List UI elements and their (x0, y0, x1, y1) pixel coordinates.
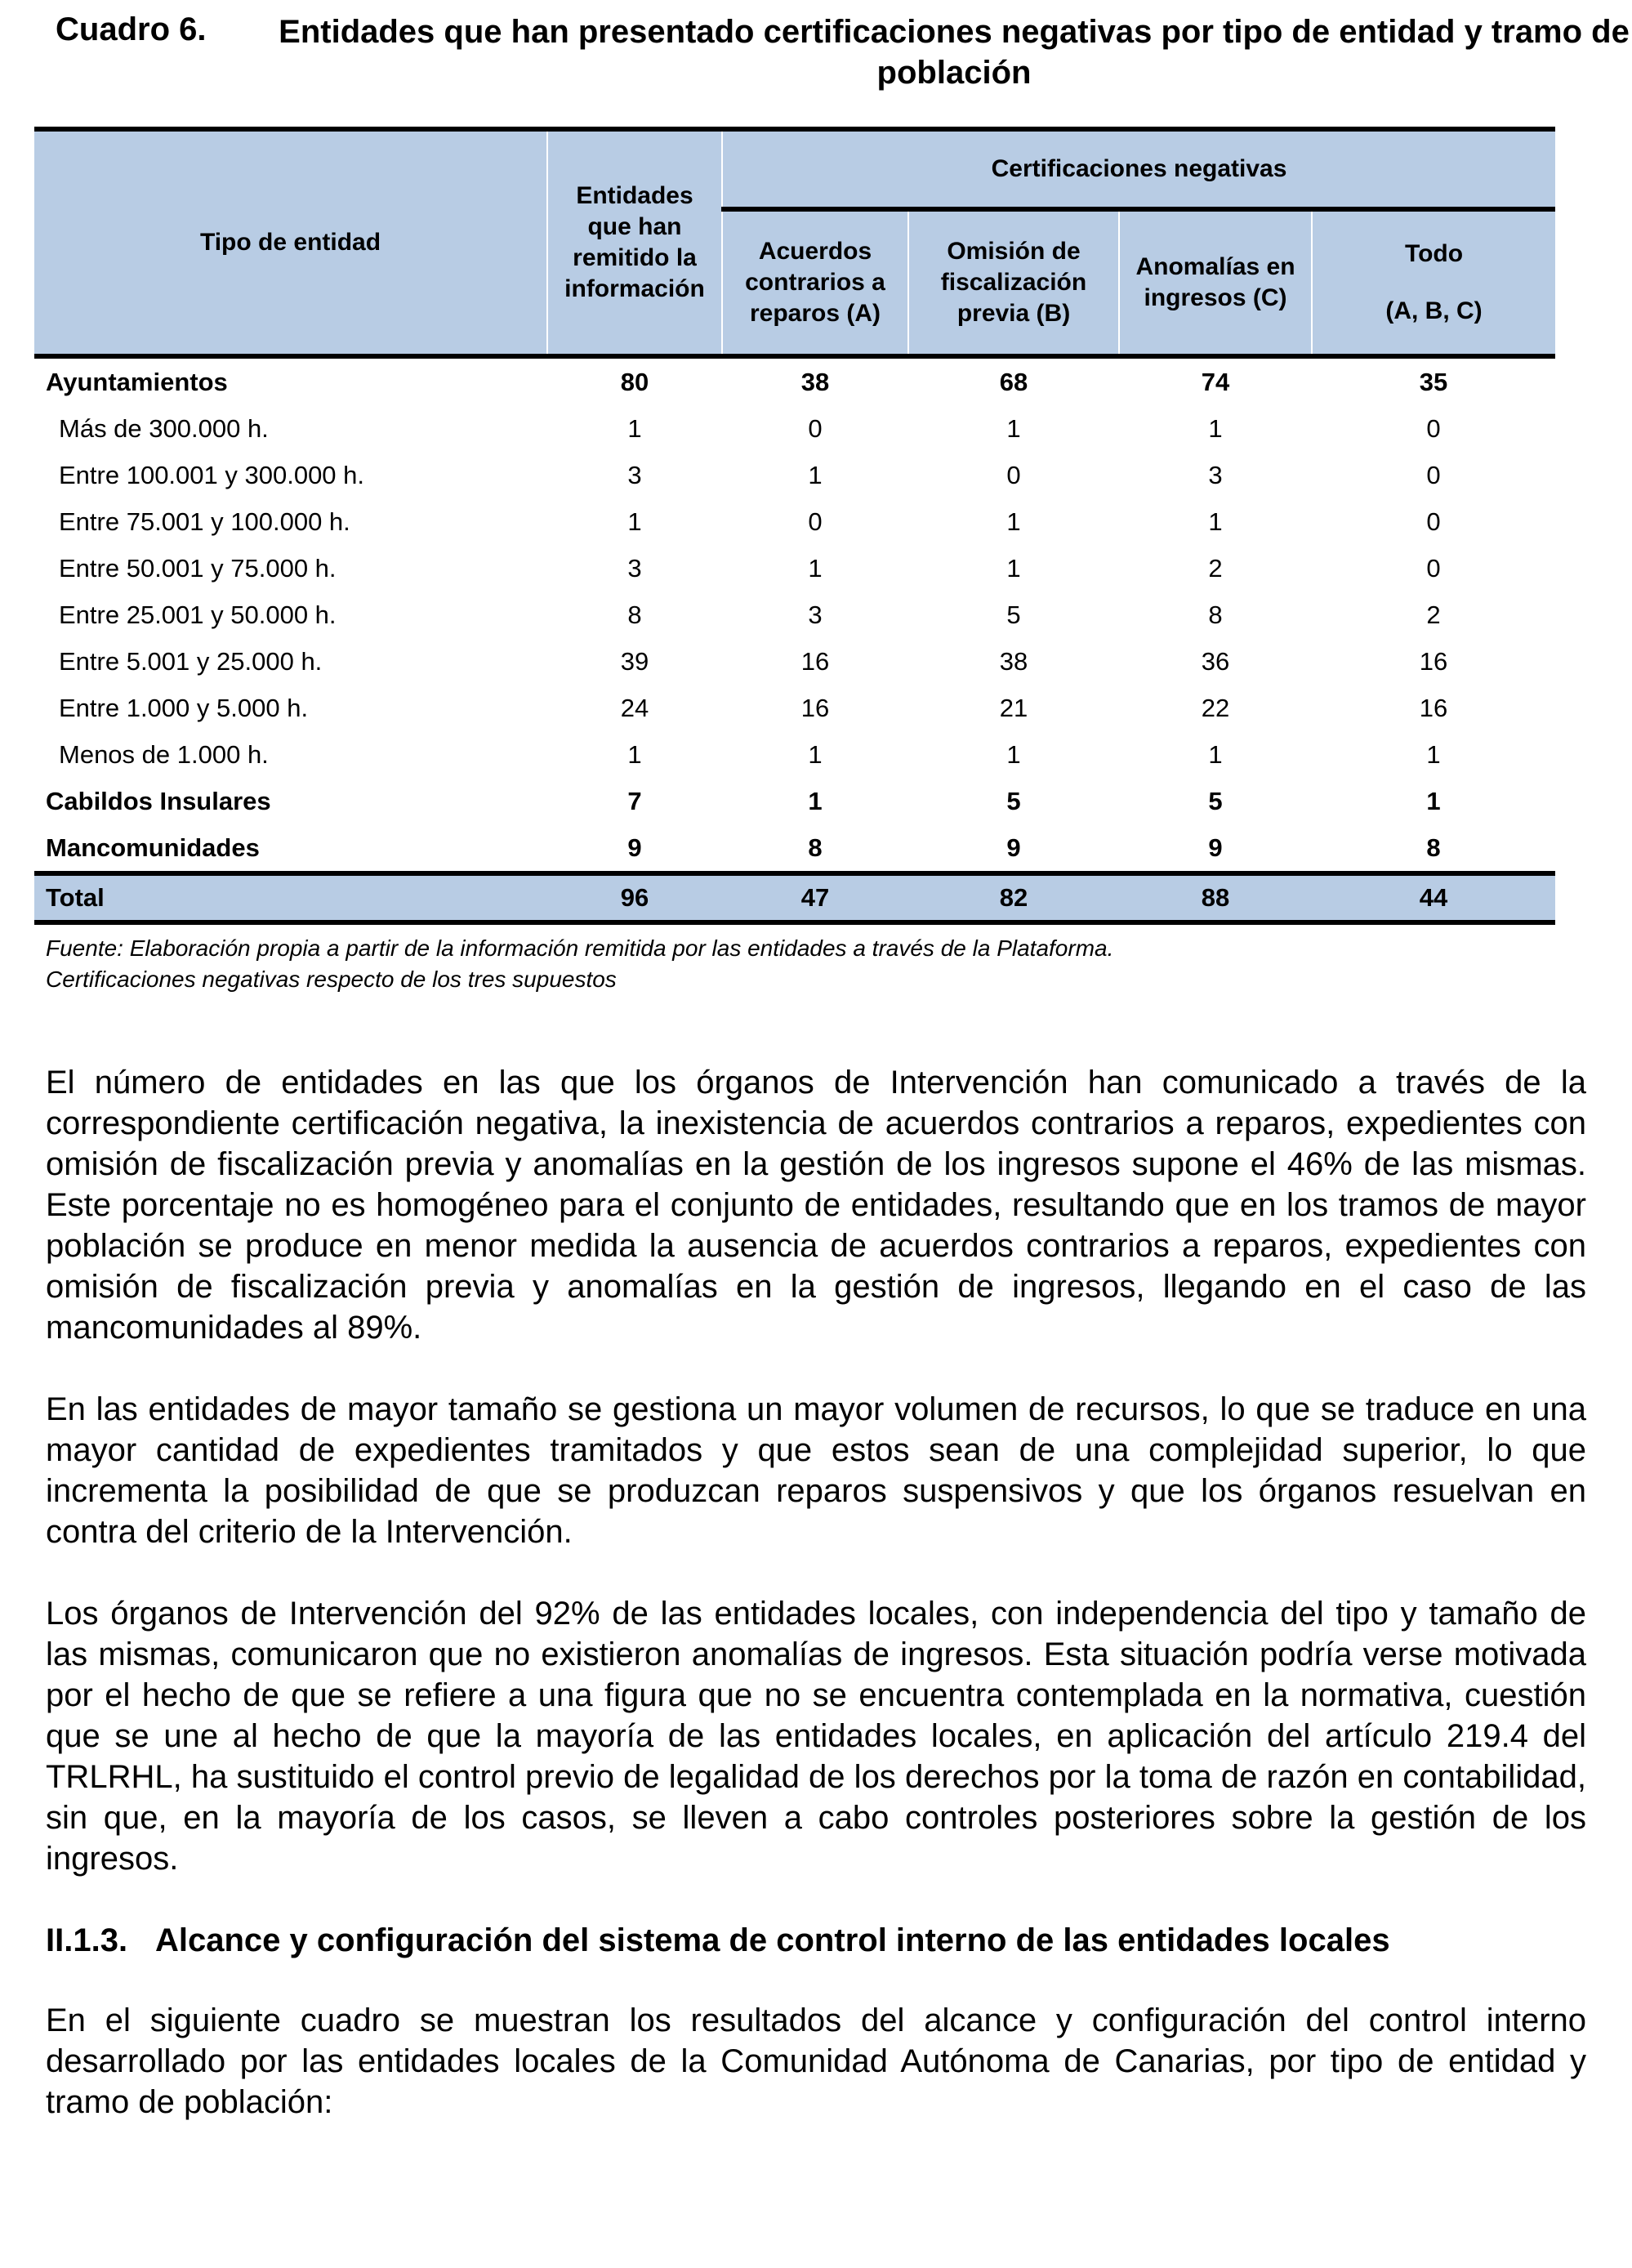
row-name: Mancomunidades (46, 833, 260, 862)
cell-entidades: 1 (627, 739, 642, 769)
cell-anomalias: 1 (1208, 739, 1223, 769)
table-row (34, 731, 1555, 778)
cell-acuerdos: 16 (800, 646, 830, 676)
header-certificaciones-negativas: Certificaciones negativas (722, 129, 1555, 209)
cell-todo: 0 (1426, 553, 1441, 583)
header-todo-sublabel: (A, B, C) (1385, 297, 1483, 324)
cell-todo: 2 (1426, 600, 1441, 629)
cell-anomalias: 1 (1208, 413, 1223, 443)
cell-omision: 0 (1006, 460, 1021, 489)
certifications-table-wrapper (34, 127, 1555, 925)
cell-anomalias: 5 (1208, 786, 1223, 815)
section-heading (46, 1920, 1586, 1961)
cell-anomalias: 1 (1208, 507, 1223, 536)
table-row (34, 498, 1555, 545)
row-name: Menos de 1.000 h. (59, 739, 269, 769)
cell-acuerdos: 3 (808, 600, 823, 629)
cell-acuerdos: 47 (722, 873, 908, 922)
cell-acuerdos: 1 (808, 460, 823, 489)
cell-omision: 68 (999, 367, 1028, 396)
header-todo (1312, 209, 1555, 356)
table-row (34, 685, 1555, 731)
table-row (34, 452, 1555, 498)
cell-entidades: 9 (627, 833, 642, 862)
cell-omision: 1 (1006, 507, 1021, 536)
cell-entidades: 24 (620, 693, 649, 722)
cell-todo: 1 (1426, 786, 1441, 815)
cell-omision: 5 (1006, 786, 1021, 815)
table-row (34, 545, 1555, 592)
caption-title: Entidades que han presentado certificaciones negativas por tipo de entidad y tramo de población (279, 14, 1630, 91)
body-paragraph: En el siguiente cuadro se muestran los resultados del alcance y configuración del control interno desarrollado por las entidades locales de la Comunidad Autónoma de Canarias, por tipo de entidad y tramo de población: (46, 2002, 1586, 2120)
cell-entidades: 1 (627, 413, 642, 443)
certifications-table (34, 127, 1555, 925)
cell-anomalias: 74 (1201, 367, 1230, 396)
table-row (34, 592, 1555, 638)
cell-omision: 82 (908, 873, 1119, 922)
section-number: II.1.3. (46, 1922, 128, 1958)
cell-anomalias: 36 (1201, 646, 1230, 676)
row-name: Entre 5.001 y 25.000 h. (59, 646, 323, 676)
source-note: Fuente: Elaboración propia a partir de la información remitida por las entidades a través de la Plataforma. (46, 935, 1114, 961)
cell-omision: 38 (999, 646, 1028, 676)
cell-acuerdos: 0 (808, 413, 823, 443)
table-row (34, 405, 1555, 452)
row-name: Ayuntamientos (46, 367, 228, 396)
table-row (34, 778, 1555, 824)
cell-omision: 1 (1006, 413, 1021, 443)
body-paragraph: En las entidades de mayor tamaño se gestiona un mayor volumen de recursos, lo que se traduce en una mayor cantidad de expedientes tramitados y que estos sean de una complejidad superior, lo que incrementa la posibilidad de que se produzcan reparos suspensivos y que los órganos resuelvan en contra del criterio de la Intervención. (46, 1391, 1586, 1550)
cell-entidades: 39 (620, 646, 649, 676)
cell-acuerdos: 1 (808, 739, 823, 769)
cell-entidades: 96 (547, 873, 722, 922)
header-tipo-entidad: Tipo de entidad (34, 129, 547, 356)
row-name: Más de 300.000 h. (59, 413, 269, 443)
header-acuerdos: Acuerdos contrarios a reparos (A) (722, 209, 908, 356)
cell-acuerdos: 38 (800, 367, 830, 396)
cell-anomalias: 9 (1208, 833, 1223, 862)
cell-todo: 0 (1426, 413, 1441, 443)
body-paragraph: Los órganos de Intervención del 92% de las entidades locales, con independencia del tipo y tamaño de las mismas, comunicaron que no existieron anomalías de ingresos. Esta situación podría verse motivada por el hecho de que se refiere a una figura que no se encuentra contemplada en la normativa, cuestión que se une al hecho de que la mayoría de las entidades locales, en aplicación del artículo 219.4 del TRLRHL, ha sustituido el control previo de legalidad de los derechos por la toma de razón en contabilidad, sin que, en la mayoría de los casos, se lleven a cabo controles posteriores sobre la gestión de los ingresos. (46, 1596, 1586, 1877)
cell-omision: 1 (1006, 553, 1021, 583)
cell-acuerdos: 16 (800, 693, 830, 722)
cell-todo: 8 (1426, 833, 1441, 862)
cell-todo: 44 (1312, 873, 1555, 922)
cell-omision: 9 (1006, 833, 1021, 862)
header-omision: Omisión de fiscalización previa (B) (908, 209, 1119, 356)
cell-entidades: 3 (627, 553, 642, 583)
cell-entidades: 3 (627, 460, 642, 489)
body-paragraph: El número de entidades en las que los órganos de Intervención han comunicado a través de la correspondiente certificación negativa, la inexistencia de acuerdos contrarios a reparos, expedientes con omisión de fiscalización previa y anomalías en la gestión de los ingresos supone el 46% de las mismas. Este porcentaje no es homogéneo para el conjunto de entidades, resultando que en los tramos de mayor población se produce en menor medida la ausencia de acuerdos contrarios a reparos, expedientes con omisión de fiscalización previa y anomalías en la gestión de ingresos, llegando en el caso de las mancomunidades al 89%. (46, 1065, 1586, 1346)
caption-number: Cuadro 6. (56, 11, 207, 47)
cell-anomalias: 22 (1201, 693, 1230, 722)
footnote: Certificaciones negativas respecto de los tres supuestos (46, 967, 617, 992)
cell-acuerdos: 1 (808, 786, 823, 815)
section-title: Alcance y configuración del sistema de control interno de las entidades locales (155, 1922, 1390, 1958)
table-notes (46, 933, 1565, 995)
cell-omision: 5 (1006, 600, 1021, 629)
header-todo-label: Todo (1404, 240, 1464, 267)
table-row (34, 824, 1555, 873)
row-name: Entre 50.001 y 75.000 h. (59, 553, 337, 583)
row-name: Cabildos Insulares (46, 786, 271, 815)
row-name: Total (34, 873, 547, 922)
cell-omision: 1 (1006, 739, 1021, 769)
cell-todo: 1 (1426, 739, 1441, 769)
cell-entidades: 7 (627, 786, 642, 815)
cell-anomalias: 2 (1208, 553, 1223, 583)
cell-todo: 0 (1426, 507, 1441, 536)
cell-acuerdos: 0 (808, 507, 823, 536)
row-name: Entre 1.000 y 5.000 h. (59, 693, 309, 722)
cell-todo: 16 (1419, 646, 1448, 676)
cell-todo: 35 (1419, 367, 1448, 396)
cell-anomalias: 3 (1208, 460, 1223, 489)
cell-entidades: 8 (627, 600, 642, 629)
row-name: Entre 100.001 y 300.000 h. (59, 460, 365, 489)
cell-todo: 16 (1419, 693, 1448, 722)
cell-omision: 21 (999, 693, 1028, 722)
table-caption (47, 8, 1630, 96)
header-entidades: Entidades que han remitido la información (547, 129, 722, 356)
table-row (34, 356, 1555, 405)
table-row (34, 638, 1555, 685)
cell-acuerdos: 1 (808, 553, 823, 583)
header-anomalias: Anomalías en ingresos (C) (1119, 209, 1312, 356)
table-total-row (34, 873, 1555, 922)
cell-acuerdos: 8 (808, 833, 823, 862)
cell-entidades: 80 (620, 367, 649, 396)
cell-entidades: 1 (627, 507, 642, 536)
row-name: Entre 75.001 y 100.000 h. (59, 507, 350, 536)
cell-anomalias: 8 (1208, 600, 1223, 629)
row-name: Entre 25.001 y 50.000 h. (59, 600, 337, 629)
cell-todo: 0 (1426, 460, 1441, 489)
cell-anomalias: 88 (1119, 873, 1312, 922)
